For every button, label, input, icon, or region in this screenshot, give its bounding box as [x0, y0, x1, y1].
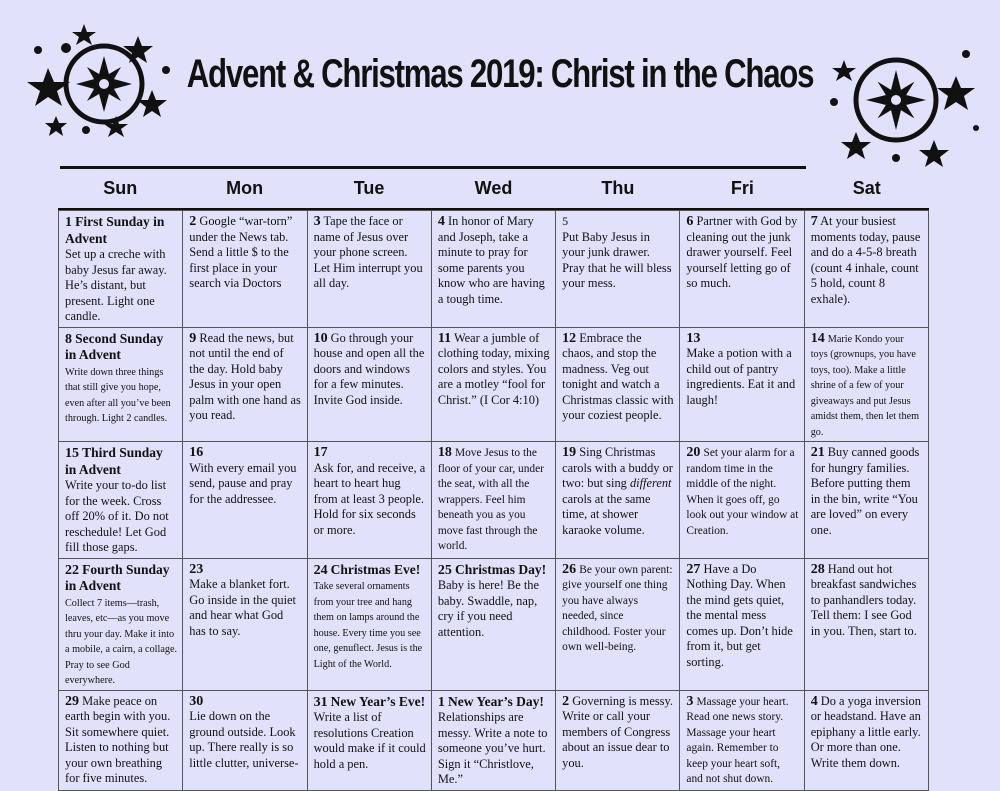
- day-number: 20: [686, 445, 701, 460]
- day-number: 15: [65, 446, 79, 461]
- day-activity: Collect 7 items—trash, leaves, etc—as you move thru your day. Make it into a mobile, a cairn, a collage. Pray to see God everywhere.: [65, 597, 178, 686]
- day-cell: [307, 558, 431, 690]
- day-cell: [680, 442, 804, 559]
- day-number: 1: [437, 694, 445, 710]
- day-activity: Set up a creche with baby Jesus far away. He’s distant, but present. Light one candle.: [65, 247, 167, 323]
- weekday-header: [58, 178, 929, 199]
- day-activity: Be your own parent: give yourself one thing you have always needed, since childhood. Foster your own well-being.: [562, 563, 673, 653]
- day-activity: Go through your house and open all the doors and windows for a few minutes. Invite God inside.: [313, 330, 425, 407]
- day-activity: With every email you send, pause and pray for the addressee.: [189, 460, 297, 506]
- day-activity: Tape the face or name of Jesus over your phone screen. Let Him interrupt you all day.: [313, 214, 423, 290]
- day-cell: [59, 442, 183, 559]
- day-number: 27: [686, 561, 701, 577]
- day-activity: Marie Kondo your toys (grownups, you have toys, too). Make a little shrine of a few of your giveaways and put Jesus amidst them, then let them go.: [810, 333, 920, 438]
- day-number: 7: [810, 214, 818, 229]
- day-activity: Hand out hot breakfast sandwiches to panhandlers today. Tell them: I see God in you. Then, start to.: [810, 561, 917, 638]
- day-number: 16: [189, 445, 204, 460]
- day-activity: Write a list of resolutions Creation would make if it could hold a pen.: [313, 710, 426, 771]
- day-number: 24: [313, 562, 328, 578]
- weekday-label: Fri: [730, 178, 754, 198]
- day-cell: [183, 211, 307, 328]
- day-event: New Year’s Eve!: [330, 693, 426, 709]
- day-activity: Read the news, but not until the end of the day. Hold baby Jesus in your open palm with one hand as you read.: [189, 330, 301, 422]
- day-cell: [804, 690, 928, 790]
- calendar-week: [59, 690, 929, 790]
- calendar-week: [59, 211, 929, 328]
- day-number: 2: [189, 214, 197, 229]
- day-cell: [556, 442, 680, 559]
- day-event: Third Sunday in Advent: [65, 445, 163, 477]
- weekday-label: Tue: [353, 178, 385, 198]
- day-activity: Have a Do Nothing Day. When the mind gets quiet, the mental mess comes up. Don’t hide from it, but get sorting.: [686, 561, 793, 669]
- day-number: 19: [562, 445, 577, 460]
- day-number: 10: [313, 330, 328, 346]
- day-cell: [556, 558, 680, 690]
- day-number: 1: [65, 215, 72, 230]
- day-cell: [307, 211, 431, 328]
- calendar-week: [59, 558, 929, 690]
- day-number: 11: [437, 330, 452, 346]
- day-event: Christmas Eve!: [330, 561, 421, 577]
- day-activity: Make peace on earth begin with you. Sit somewhere quiet. Listen to nothing but your own breathing for five minutes.: [65, 693, 171, 785]
- day-activity: Baby is here! Be the baby. Swaddle, nap, cry if you need attention.: [437, 578, 540, 639]
- day-cell: [804, 558, 928, 690]
- day-activity: Massage your heart. Read one news story. Massage your heart again. Remember to keep your heart soft, and not shut down.: [686, 695, 789, 785]
- day-number: 31: [313, 694, 328, 710]
- title-divider: [60, 166, 806, 169]
- day-activity: Governing is messy. Write or call your members of Congress about an issue dear to you.: [562, 693, 673, 770]
- day-event: Fourth Sunday in Advent: [65, 561, 170, 593]
- day-number: 4: [437, 214, 445, 229]
- day-number: 4: [810, 693, 818, 709]
- day-activity: Put Baby Jesus in your junk drawer. Pray that he will bless your mess.: [562, 229, 672, 290]
- day-cell: [680, 558, 804, 690]
- day-activity-emphasis: different: [629, 476, 672, 490]
- day-cell: [59, 327, 183, 442]
- day-number: 8: [65, 331, 72, 347]
- day-number: 3: [313, 214, 321, 229]
- weekday-label: Mon: [226, 178, 264, 198]
- day-activity: Set your alarm for a random time in the middle of the night. When it goes off, go look out your window at Creation.: [686, 447, 799, 537]
- day-cell: [307, 442, 431, 559]
- day-cell: [680, 211, 804, 328]
- day-activity: Buy canned goods for hungry families. Before putting them in the bin, write “You are loved” on every one.: [810, 445, 920, 537]
- day-cell: [804, 327, 928, 442]
- day-number: 18: [437, 445, 452, 460]
- day-activity: Google “war-torn” under the News tab. Send a little $ to the first place in your search via Doctors: [189, 214, 293, 290]
- day-number: 12: [562, 330, 577, 346]
- calendar-week: [59, 442, 929, 559]
- day-cell: [183, 327, 307, 442]
- day-number: 6: [686, 214, 694, 229]
- day-cell: [59, 558, 183, 690]
- day-activity: Partner with God by cleaning out the junk drawer yourself. Feel yourself letting go of so much.: [686, 214, 798, 290]
- day-number: 22: [65, 562, 79, 578]
- day-activity: Move Jesus to the floor of your car, under the seat, with all the wrappers. Feel him beneath you as you move fast through the world.: [437, 447, 544, 552]
- day-cell: [183, 442, 307, 559]
- day-number: 2: [562, 693, 570, 709]
- day-activity: carols at the same time, at shower karaoke volume.: [562, 491, 651, 537]
- calendar-week: [59, 327, 929, 442]
- day-cell: [307, 327, 431, 442]
- day-number: 30: [189, 693, 204, 709]
- calendar-grid: [58, 210, 929, 791]
- day-activity: Make a blanket fort. Go inside in the quiet and hear what God has to say.: [189, 577, 296, 638]
- day-number: 29: [65, 693, 79, 709]
- day-number: 13: [686, 330, 701, 346]
- day-activity: In honor of Mary and Joseph, take a minute to pray for some parents you know who are having a tough time.: [437, 214, 545, 306]
- day-number: 3: [686, 693, 694, 709]
- day-activity: Embrace the chaos, and stop the madness. Veg out tonight and watch a Christmas classic with your coziest people.: [562, 330, 674, 422]
- day-number: 9: [189, 330, 197, 346]
- weekday-label: Sat: [852, 178, 881, 198]
- day-activity: Do a yoga inversion or headstand. Have an epiphany a little early. Or more than one. Write them down.: [810, 693, 921, 770]
- day-cell: [804, 211, 928, 328]
- day-number: 28: [810, 561, 825, 577]
- day-activity: Wear a jumble of clothing today, mixing colors and styles. You are a motley “fool for Christ.” (I Cor 4:10): [437, 330, 550, 407]
- day-cell: [59, 211, 183, 328]
- day-number: 5: [562, 214, 569, 228]
- day-cell: [183, 558, 307, 690]
- day-number: 23: [189, 561, 204, 577]
- day-activity: Make a potion with a child out of pantry ingredients. Eat it and laugh!: [686, 346, 796, 407]
- day-cell: [59, 690, 183, 790]
- day-cell: [431, 327, 555, 442]
- day-event: Second Sunday in Advent: [65, 330, 164, 362]
- day-number: 25: [437, 562, 452, 578]
- day-event: New Year’s Day!: [447, 693, 544, 709]
- day-cell: [804, 442, 928, 559]
- day-number: 21: [810, 445, 825, 460]
- day-cell: [431, 211, 555, 328]
- day-cell: [556, 690, 680, 790]
- day-cell: [183, 690, 307, 790]
- day-cell: [556, 211, 680, 328]
- day-cell: [431, 690, 555, 790]
- day-activity: Write down three things that still give you hope, even after all you’ve been through. Light 2 candles.: [65, 366, 171, 424]
- page-title: Advent & Christmas 2019: Christ in the Chaos: [186, 52, 814, 96]
- day-number: 26: [562, 561, 577, 577]
- day-event: Christmas Day!: [454, 561, 547, 577]
- day-number: 14: [810, 330, 825, 346]
- weekday-label: Sun: [103, 178, 138, 198]
- day-cell: [556, 327, 680, 442]
- day-event: First Sunday in Advent: [65, 214, 165, 246]
- day-cell: [431, 442, 555, 559]
- day-cell: [680, 327, 804, 442]
- day-number: 17: [313, 445, 328, 460]
- day-activity: Write your to-do list for the week. Cross off 20% of it. Do not reschedule! Let God fill those gaps.: [65, 478, 169, 554]
- weekday-label: Wed: [474, 178, 513, 198]
- day-activity: At your busiest moments today, pause and do a 4-5-8 breath (count 4 inhale, count 5 hold, count 8 exhale).: [810, 214, 921, 306]
- day-activity: Lie down on the ground outside. Look up. There really is so little clutter, universe-: [189, 709, 299, 770]
- day-activity: Take several ornaments from your tree and hang them on lamps around the house. Every time you see one, genuflect. Jesus is the Light of the World.: [313, 581, 423, 670]
- day-cell: [431, 558, 555, 690]
- day-cell: [680, 690, 804, 790]
- weekday-label: Thu: [601, 178, 635, 198]
- day-activity: Relationships are messy. Write a note to someone you’ve hurt. Sign it “Christlove, Me.”: [437, 710, 548, 786]
- day-cell: [307, 690, 431, 790]
- day-activity: Ask for, and receive, a heart to heart hug from at least 3 people. Hold for six seconds or more.: [313, 460, 426, 537]
- day-activity: Sing Christmas carols with a buddy or two: but sing: [562, 445, 673, 490]
